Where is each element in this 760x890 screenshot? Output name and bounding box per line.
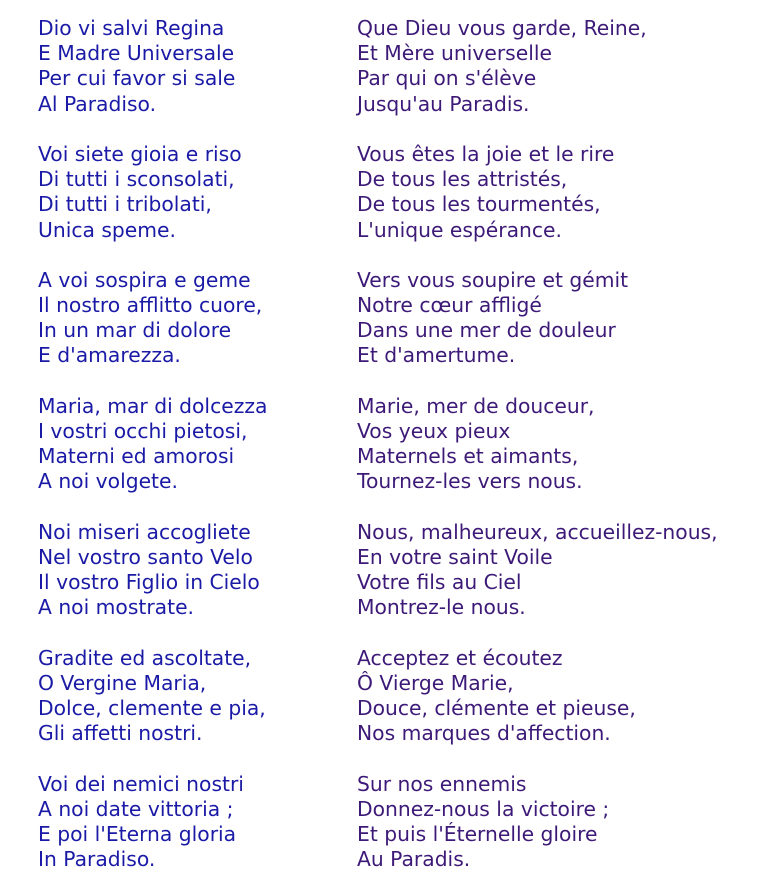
italian-line: Di tutti i sconsolati, [38, 167, 235, 192]
italian-stanza [38, 772, 357, 873]
italian-line: Dio vi salvi Regina [38, 16, 225, 40]
italian-line: A noi mostrate. [38, 595, 194, 620]
italian-line: Il vostro Figlio in Cielo [38, 570, 260, 595]
italian-line: A noi date vittoria ; [38, 796, 234, 821]
italian-line: Gli affetti nostri. [38, 721, 203, 746]
french-line: Tournez-les vers nous. [357, 469, 583, 494]
italian-line: A noi volgete. [38, 469, 178, 494]
stanza [38, 268, 753, 369]
italian-line: In Paradiso. [38, 847, 156, 872]
french-stanza [357, 142, 747, 243]
italian-stanza [38, 520, 357, 621]
stanza [38, 394, 753, 495]
french-stanza [357, 772, 747, 873]
french-line: Au Paradis. [357, 847, 471, 872]
italian-line: O Vergine Maria, [38, 670, 207, 695]
french-line: Acceptez et écoutez [357, 645, 563, 670]
french-line: L'unique espérance. [357, 217, 562, 242]
french-line: Maternels et aimants, [357, 444, 579, 469]
italian-line: Dolce, clemente e pia, [38, 696, 266, 721]
italian-line: Nel vostro santo Velo [38, 544, 253, 569]
italian-line: Voi siete gioia e riso [38, 141, 242, 166]
french-line: Douce, clémente et pieuse, [357, 696, 636, 721]
italian-line: E poi l'Eterna gloria [38, 822, 237, 846]
bilingual-poem [38, 16, 753, 872]
french-line: Dans une mer de douleur [357, 318, 616, 343]
french-line: Et Mère universelle [357, 41, 552, 66]
french-line: En votre saint Voile [357, 544, 553, 569]
french-stanza [357, 646, 747, 747]
french-line: Nos marques d'affection. [357, 721, 611, 746]
french-stanza [357, 520, 747, 621]
french-line: De tous les tourmentés, [357, 192, 601, 217]
stanza [38, 520, 753, 621]
italian-line: E d'amarezza. [38, 343, 181, 368]
french-line: Donnez-nous la victoire ; [357, 796, 610, 821]
french-line: Sur nos ennemis [357, 771, 527, 796]
italian-line: Di tutti i tribolati, [38, 192, 212, 217]
french-line: Vos yeux pieux [357, 419, 511, 443]
french-line: Vous êtes la joie et le rire [357, 141, 615, 166]
italian-line: Noi miseri accogliete [38, 519, 251, 544]
italian-stanza [38, 646, 357, 747]
french-line: Ô Vierge Marie, [357, 670, 514, 695]
french-line: Et d'amertume. [357, 343, 516, 368]
french-line: Par qui on s'élève [357, 66, 537, 91]
italian-line: Voi dei nemici nostri [38, 771, 244, 796]
french-stanza [357, 268, 747, 369]
italian-stanza [38, 394, 357, 495]
italian-line: Al Paradiso. [38, 91, 157, 116]
italian-line: Gradite ed ascoltate, [38, 645, 252, 670]
french-line: Votre fils au Ciel [357, 570, 522, 595]
italian-line: In un mar di dolore [38, 318, 232, 343]
french-stanza [357, 394, 747, 495]
french-line: Montrez-le nous. [357, 595, 526, 620]
stanza [38, 16, 753, 117]
italian-line: Maria, mar di dolcezza [38, 393, 268, 418]
italian-line: Per cui favor si sale [38, 66, 236, 91]
italian-line: A voi sospira e geme [38, 267, 251, 292]
stanza [38, 772, 753, 873]
stanza [38, 142, 753, 243]
italian-stanza [38, 268, 357, 369]
italian-line: Unica speme. [38, 217, 176, 242]
french-stanza [357, 16, 747, 117]
italian-stanza [38, 16, 357, 117]
italian-line: E Madre Universale [38, 41, 235, 66]
french-line: De tous les attristés, [357, 167, 568, 192]
italian-stanza [38, 142, 357, 243]
stanza [38, 646, 753, 747]
french-line: Que Dieu vous garde, Reine, [357, 16, 647, 40]
french-line: Marie, mer de douceur, [357, 393, 595, 418]
french-line: Notre cœur affligé [357, 293, 542, 318]
italian-line: I vostri occhi pietosi, [38, 419, 248, 443]
french-line: Jusqu'au Paradis. [357, 91, 530, 116]
italian-line: Il nostro afflitto cuore, [38, 293, 263, 318]
french-line: Nous, malheureux, accueillez-nous, [357, 519, 718, 544]
french-line: Vers vous soupire et gémit [357, 267, 629, 292]
french-line: Et puis l'Éternelle gloire [357, 822, 598, 846]
italian-line: Materni ed amorosi [38, 444, 235, 469]
